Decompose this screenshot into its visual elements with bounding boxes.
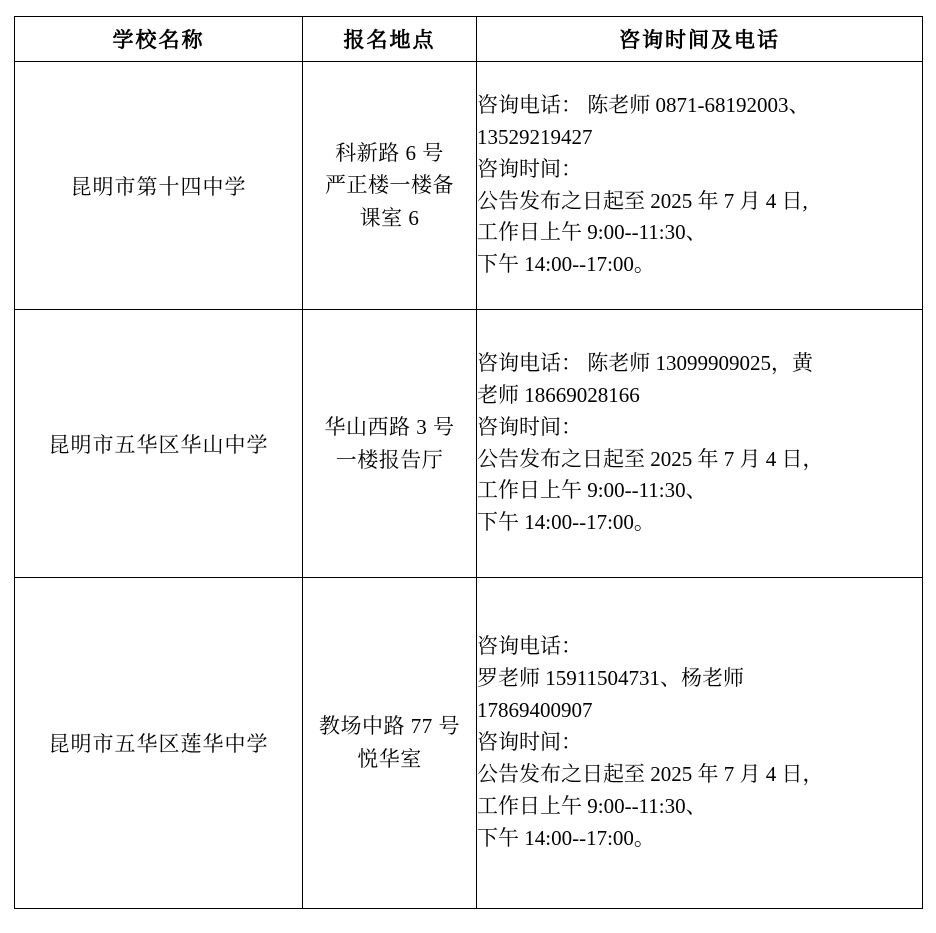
table-row	[15, 310, 923, 578]
cell-school-name: 昆明市五华区莲华中学	[15, 578, 303, 909]
contact-line: 罗老师 15911504731、杨老师	[477, 666, 744, 691]
place-line: 悦华室	[357, 747, 422, 771]
column-header-place: 报名地点	[303, 17, 477, 62]
table-row	[15, 578, 923, 909]
place-line: 课室 6	[359, 205, 420, 230]
contact-line: 工作日上午 9:00--11:30、	[477, 793, 707, 818]
cell-contact-info	[477, 310, 923, 578]
contact-line: 工作日上午 9:00--11:30、	[477, 220, 707, 245]
contact-line: 公告发布之日起至 2025 年 7 月 4 日，	[477, 761, 824, 786]
contact-line: 13529219427	[477, 124, 593, 149]
table-row	[15, 62, 923, 310]
table-head	[15, 17, 923, 62]
contact-line: 公告发布之日起至 2025 年 7 月 4 日,	[477, 188, 808, 213]
contact-line: 下午 14:00--17:00。	[477, 825, 655, 850]
place-line: 科新路 6 号	[335, 140, 444, 165]
contact-line: 公告发布之日起至 2025 年 7 月 4 日，	[477, 446, 824, 471]
cell-school-name: 昆明市第十四中学	[15, 62, 303, 310]
contact-line: 咨询电话： 陈老师 0871-68192003、	[477, 92, 810, 117]
cell-registration-place	[303, 578, 477, 909]
contact-line: 工作日上午 9:00--11:30、	[477, 478, 707, 503]
contact-line: 咨询电话： 陈老师 13099909025，黄	[477, 350, 813, 375]
place-line: 华山西路 3 号	[324, 414, 455, 439]
contact-line: 下午 14:00--17:00。	[477, 510, 655, 535]
registration-table	[14, 16, 923, 909]
place-line: 教场中路 77 号	[319, 714, 460, 739]
column-header-school: 学校名称	[15, 17, 303, 62]
contact-line: 17869400907	[477, 698, 593, 723]
cell-contact-info	[477, 62, 923, 310]
place-line: 严正楼一楼备	[325, 173, 454, 198]
cell-registration-place	[303, 62, 477, 310]
column-header-contact: 咨询时间及电话	[477, 17, 923, 62]
contact-line: 咨询时间：	[477, 414, 582, 439]
contact-line: 咨询时间：	[477, 730, 582, 755]
cell-registration-place	[303, 310, 477, 578]
table-body	[15, 62, 923, 909]
contact-line: 咨询时间：	[477, 156, 582, 181]
contact-line: 老师 18669028166	[477, 382, 640, 407]
contact-line: 下午 14:00--17:00。	[477, 252, 655, 277]
place-line: 一楼报告厅	[335, 447, 444, 472]
table-header-row	[15, 17, 923, 62]
contact-line: 咨询电话：	[477, 634, 582, 659]
cell-contact-info	[477, 578, 923, 909]
cell-school-name: 昆明市五华区华山中学	[15, 310, 303, 578]
